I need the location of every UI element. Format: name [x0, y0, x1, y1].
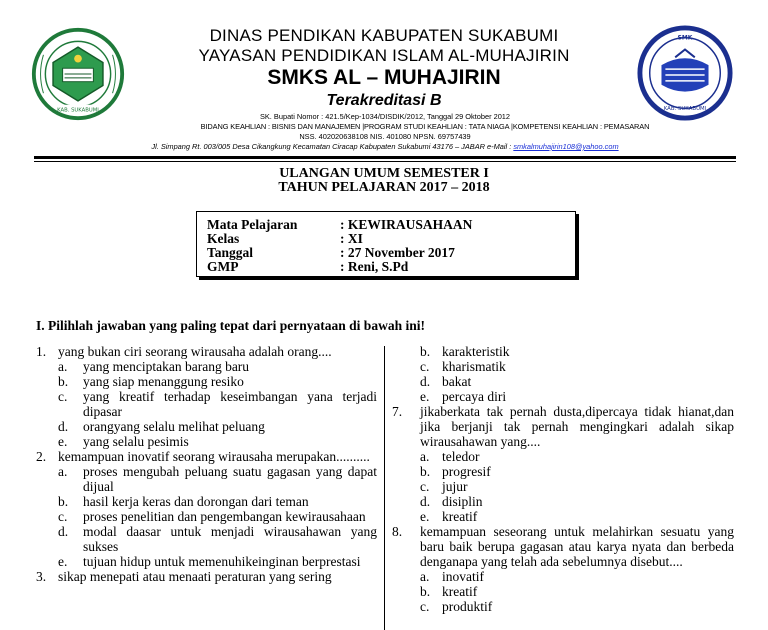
option: b. hasil kerja keras dan dorongan dari teman	[58, 494, 309, 509]
column-divider	[384, 346, 385, 630]
questions-right-column	[392, 344, 734, 614]
option: b. yang siap menanggung resiko	[58, 374, 244, 389]
question-number: 3.	[36, 569, 47, 584]
question-text: sikap menepati atau menaati peraturan yang sering	[58, 569, 332, 584]
option: c. proses penelitian dan pengembangan kewirausahaan	[58, 509, 366, 524]
header-address	[40, 142, 730, 151]
info-value: : Reni, S.Pd	[340, 259, 409, 274]
question-1	[36, 344, 377, 359]
header-bidang: BIDANG KEAHLIAN : BISNIS DAN MANAJEMEN |PROGRAM STUDI KEAHLIAN : TATA NIAGA |KOMPETENSI KEAHLIAN : PEMASARAN	[200, 122, 650, 131]
info-label: Kelas	[207, 231, 240, 246]
question-3	[36, 569, 377, 584]
question-2	[36, 449, 377, 464]
header-rule-thick	[34, 156, 736, 159]
exam-info-box	[196, 211, 576, 277]
question-8	[392, 524, 734, 569]
option: b. progresif	[420, 464, 491, 479]
option: d. modal daasar untuk menjadi wirausahawan yang sukses	[58, 524, 377, 554]
option: e. kreatif	[420, 509, 478, 524]
header-foundation: YAYASAN PENDIDIKAN ISLAM AL-MUHAJIRIN	[198, 46, 570, 65]
option: d. orangyang selalu melihat peluang	[58, 419, 265, 434]
header-nss: NSS. 402020638108 NIS. 401080 NPSN. 69757439	[299, 132, 471, 141]
option: e. yang selalu pesimis	[58, 434, 189, 449]
option: b. karakteristik	[420, 344, 510, 359]
question-number: 8.	[392, 524, 403, 539]
option: a. teledor	[420, 449, 480, 464]
option: c. jujur	[420, 479, 468, 494]
question-7	[392, 404, 734, 449]
question-text: kemampuan seseorang untuk melahirkan sesuatu yang baru baik berupa gagasan atau karya nyata dan berbeda denganapa yang telah ada sebelumnya disebut....	[420, 524, 734, 569]
left-logo-caption: KAB. SUKABUMI	[57, 107, 99, 114]
option: b. kreatif	[420, 584, 478, 599]
info-label: GMP	[207, 259, 239, 274]
info-value: : XI	[340, 231, 363, 246]
header-sk: SK. Bupati Nomor : 421.5/Kep-1034/DISDIK/2012, Tanggal 29 Oktober 2012	[259, 112, 511, 121]
question-text: kemampuan inovatif seorang wirausaha merupakan..........	[58, 449, 370, 464]
option: a. inovatif	[420, 569, 484, 584]
option: d. bakat	[420, 374, 472, 389]
option: a. proses mengubah peluang suatu gagasan yang dapat dijual	[58, 464, 377, 494]
right-logo-caption: KAB. SUKABUMI	[663, 106, 707, 113]
header-school-name: SMKS AL – MUHAJIRIN	[267, 66, 501, 89]
question-text: yang bukan ciri seorang wirausaha adalah orang....	[58, 344, 332, 359]
option: c. yang kreatif terhadap keseimbangan yana terjadi dipasar	[58, 389, 377, 419]
question-number: 1.	[36, 344, 47, 359]
option: e. tujuan hidup untuk memenuhikeinginan berprestasi	[58, 554, 361, 569]
header-agency: DINAS PENDIKAN KABUPATEN SUKABUMI	[209, 26, 559, 45]
header-accreditation: Terakreditasi B	[326, 92, 442, 109]
email-link[interactable]: smkalmuhajirin108@yahoo.com	[513, 142, 619, 151]
exam-title: ULANGAN UMUM SEMESTER I	[279, 166, 489, 181]
question-number: 2.	[36, 449, 47, 464]
option: c. kharismatik	[420, 359, 506, 374]
exam-year: TAHUN PELAJARAN 2017 – 2018	[278, 180, 490, 195]
question-number: 7.	[392, 404, 403, 419]
question-text: jikaberkata tak pernah dusta,dipercaya tidak hianat,dan jika berjanji tak pernah mengingkari adalah sikap wirausahawan yang....	[420, 404, 734, 449]
info-label: Mata Pelajaran	[207, 217, 298, 232]
questions-left-column	[36, 344, 377, 584]
option: d. disiplin	[420, 494, 483, 509]
address-text: Jl. Simpang Rt. 003/005 Desa Cikangkung Kecamatan Ciracap Kabupaten Sukabumi 43176 – JABAR e-Mail :	[151, 142, 514, 151]
info-label: Tanggal	[207, 245, 254, 260]
right-logo-top: SMK	[677, 35, 693, 42]
option: c. produktif	[420, 599, 493, 614]
option: e. percaya diri	[420, 389, 507, 404]
header-rule-thin	[34, 161, 736, 162]
section-instruction: I. Pilihlah jawaban yang paling tepat dari pernyataan di bawah ini!	[36, 318, 425, 333]
info-value: : KEWIRAUSAHAAN	[340, 217, 473, 232]
option: a. yang menciptakan barang baru	[58, 359, 250, 374]
info-value: : 27 November 2017	[340, 245, 455, 260]
